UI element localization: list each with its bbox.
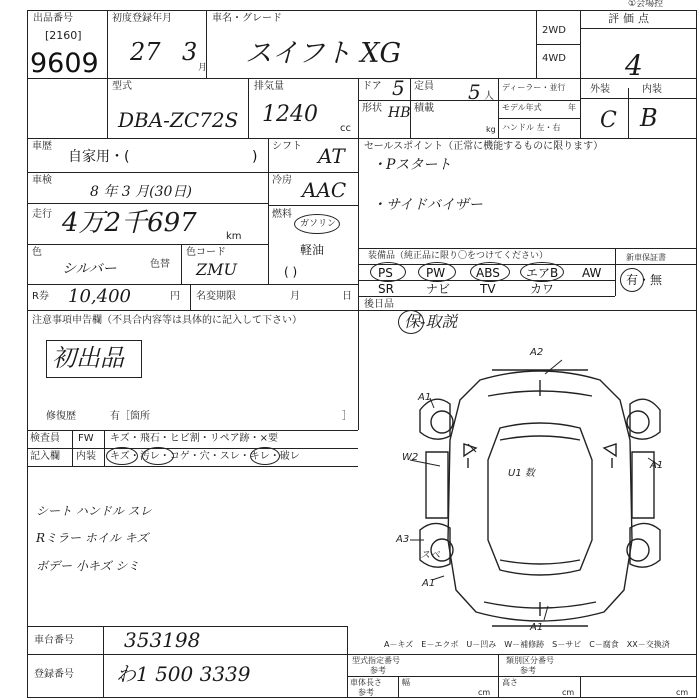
type-spec-label: 型式指定番号: [352, 656, 400, 665]
equip-ps: PS: [378, 266, 393, 280]
ac-value: AAC: [302, 178, 347, 202]
repair-label: 修復歴: [46, 411, 76, 422]
inspection-value: 8 年 3 月(30日): [90, 184, 192, 200]
chassis-label: 車台番号: [34, 635, 74, 646]
displacement-value: 1240: [262, 102, 318, 127]
shape-value: HB: [388, 105, 411, 121]
equip-circle: [418, 262, 456, 282]
int-grade: B: [640, 104, 658, 132]
warranty-circle: [620, 268, 644, 292]
shift-label: シフト: [272, 141, 302, 152]
reg-no-label: 登録番号: [34, 669, 74, 680]
height-label: 高さ: [502, 678, 518, 687]
handle-label: ハンドル 左・右: [502, 123, 561, 132]
repair-close: ］: [342, 411, 352, 422]
equip-circle: [470, 262, 510, 282]
color-code-value: ZMU: [196, 260, 237, 279]
legend: A－キズ E－エクボ U－凹み W－補修跡 S－サビ C－腐食 XX－交換済: [384, 640, 670, 649]
year-unit: 年: [568, 103, 576, 112]
interior-label: 内装: [76, 451, 96, 462]
mileage-label: 走行: [32, 209, 52, 220]
equip-sr: SR: [378, 282, 394, 296]
fw-label: FW: [78, 433, 94, 444]
shift-value: AT: [318, 144, 345, 168]
car-name: スイフト XG: [245, 38, 402, 69]
diagram-label: A3: [396, 534, 410, 545]
entry-label: 記入欄: [30, 451, 60, 462]
notes-value-box: [46, 340, 142, 378]
meigi-day: 日: [342, 291, 352, 302]
diagram-label: スペ: [420, 550, 440, 561]
class-label: 類別区分番号: [506, 656, 554, 665]
lot-code: [2160]: [45, 29, 82, 42]
km-unit: km: [226, 231, 242, 242]
fuel-label: 燃料: [272, 209, 292, 220]
fuel-paren: ( ): [284, 265, 298, 279]
shape-label: 形状: [362, 103, 382, 114]
load-label: 積載: [414, 103, 434, 114]
equip-aw: AW: [582, 266, 602, 280]
recycle-label: R券: [32, 291, 49, 302]
fuel-diesel: 軽油: [300, 243, 325, 257]
score-label: 評価点: [608, 12, 653, 25]
color-label: 色: [32, 247, 42, 258]
capacity-label: 定員: [414, 81, 434, 92]
length-cm: cm: [478, 688, 491, 697]
fw-items: キズ・飛石・ヒビ割・リペア跡・×要: [110, 433, 278, 444]
length-ref: 参考: [358, 688, 374, 697]
int-label: 内装: [642, 84, 662, 95]
yen-unit: 円: [170, 291, 180, 302]
interior-circle: [250, 447, 280, 465]
diagram-label: A1: [530, 622, 544, 633]
sales-label: セールスポイント（正常に機能するものに限ります）: [364, 141, 604, 152]
diagram-label: W2: [402, 452, 419, 463]
warranty-label: 新車保証書: [626, 253, 666, 262]
interior-circle: [142, 447, 174, 465]
class-ref: 参考: [520, 666, 536, 675]
capacity-value: 5: [468, 80, 481, 104]
drive-2wd: 2WD: [542, 25, 566, 36]
type-spec-ref: 参考: [370, 666, 386, 675]
color-value: シルバー: [62, 261, 117, 277]
warranty-value: 有・無: [626, 273, 663, 287]
equip-abs: ABS: [476, 266, 500, 280]
extra-cm: cm: [676, 688, 689, 697]
ac-label: 冷房: [272, 175, 292, 186]
equip-tv: TV: [480, 282, 496, 296]
repair-value: 有［箇所: [110, 411, 150, 422]
score-value: 4: [625, 49, 643, 82]
model-label: 型式: [112, 81, 132, 92]
reg-no-value: わ1 500 3339: [116, 662, 251, 686]
venue-text: ①会場控: [628, 0, 664, 9]
length-label: 車体長さ: [350, 678, 382, 687]
displacement-label: 排気量: [254, 81, 284, 92]
equip-pw: PW: [426, 266, 446, 280]
model-year-label: モデル年式: [502, 103, 542, 112]
kg-unit: kg: [486, 125, 496, 134]
meigi-label: 名変期限: [196, 291, 236, 302]
reg-month: 3: [182, 38, 198, 66]
equip-navi: ナビ: [426, 282, 451, 296]
color-code-label: 色コード: [186, 247, 226, 258]
equipment-label: 装備品（純正品に限り〇をつけてください）: [368, 251, 549, 261]
diagram-label: A2: [530, 347, 544, 358]
inspector-note: シート ハンドル スレ: [36, 504, 152, 518]
equip-circle: [370, 262, 406, 282]
interior-items: キズ・汚レ・コゲ・穴・スレ・キレ・破レ: [110, 451, 300, 462]
fuel-gas-circle: [294, 214, 340, 234]
equip-leather: カワ: [530, 282, 555, 296]
door-label: ドア: [362, 81, 382, 92]
diagram-label: U1 数: [508, 468, 535, 479]
inspector-note: ボデー 小キズ シミ: [36, 559, 140, 573]
interior-circle: [106, 447, 138, 465]
notes-value: 初出品: [52, 344, 124, 372]
door-value: 5: [392, 76, 405, 100]
inspector-label: 検査員: [30, 433, 60, 444]
month-unit: 月: [198, 63, 208, 73]
lot-label: 出品番号: [33, 13, 73, 24]
model-code: DBA-ZC72S: [118, 108, 239, 132]
diagram-label: A1: [650, 460, 664, 471]
history-close: ): [252, 149, 258, 165]
chassis-value: 353198: [124, 628, 201, 652]
ext-label: 外装: [590, 84, 610, 95]
color-sub-label: 色替: [150, 259, 170, 270]
person-unit: 人: [484, 91, 494, 102]
post-sale-circle: [398, 310, 424, 334]
name-label: 車名・グレード: [212, 13, 282, 24]
inspector-note: Rミラー ホイル キズ: [36, 531, 149, 545]
post-sale-label: 後日品: [364, 299, 394, 310]
inspection-label: 車検: [32, 175, 52, 186]
recycle-value: 10,400: [68, 286, 131, 307]
height-cm: cm: [562, 688, 575, 697]
history-value: 自家用・(: [68, 149, 130, 165]
width-label: 幅: [402, 678, 410, 687]
dealer-label: ディーラー・並行: [502, 83, 566, 92]
fuel-gas: ガソリン: [300, 219, 337, 229]
history-label: 車歴: [32, 141, 52, 152]
drive-4wd: 4WD: [542, 53, 566, 64]
car-damage-diagram: [380, 340, 700, 640]
ext-grade: C: [600, 108, 617, 133]
reg-year: 27: [130, 38, 161, 66]
first-reg-label: 初度登録年月: [112, 13, 172, 24]
equip-circle: [520, 262, 564, 282]
diagram-label: A1: [418, 392, 432, 403]
lot-number: 9609: [30, 48, 99, 79]
notes-label: 注意事項申告欄（不具合内容等は具体的に記入して下さい）: [32, 315, 302, 326]
cc-unit: cc: [340, 123, 351, 134]
diagram-label: A1: [422, 578, 436, 589]
mileage-value: 4万2千697: [62, 208, 197, 238]
post-sale-value: 保-取説: [404, 312, 458, 331]
sales-item: ・サイドバイザー: [372, 197, 483, 213]
equip-airbag: エアB: [526, 266, 559, 280]
meigi-month: 月: [290, 291, 300, 302]
sales-item: ・Pスタート: [372, 157, 452, 173]
